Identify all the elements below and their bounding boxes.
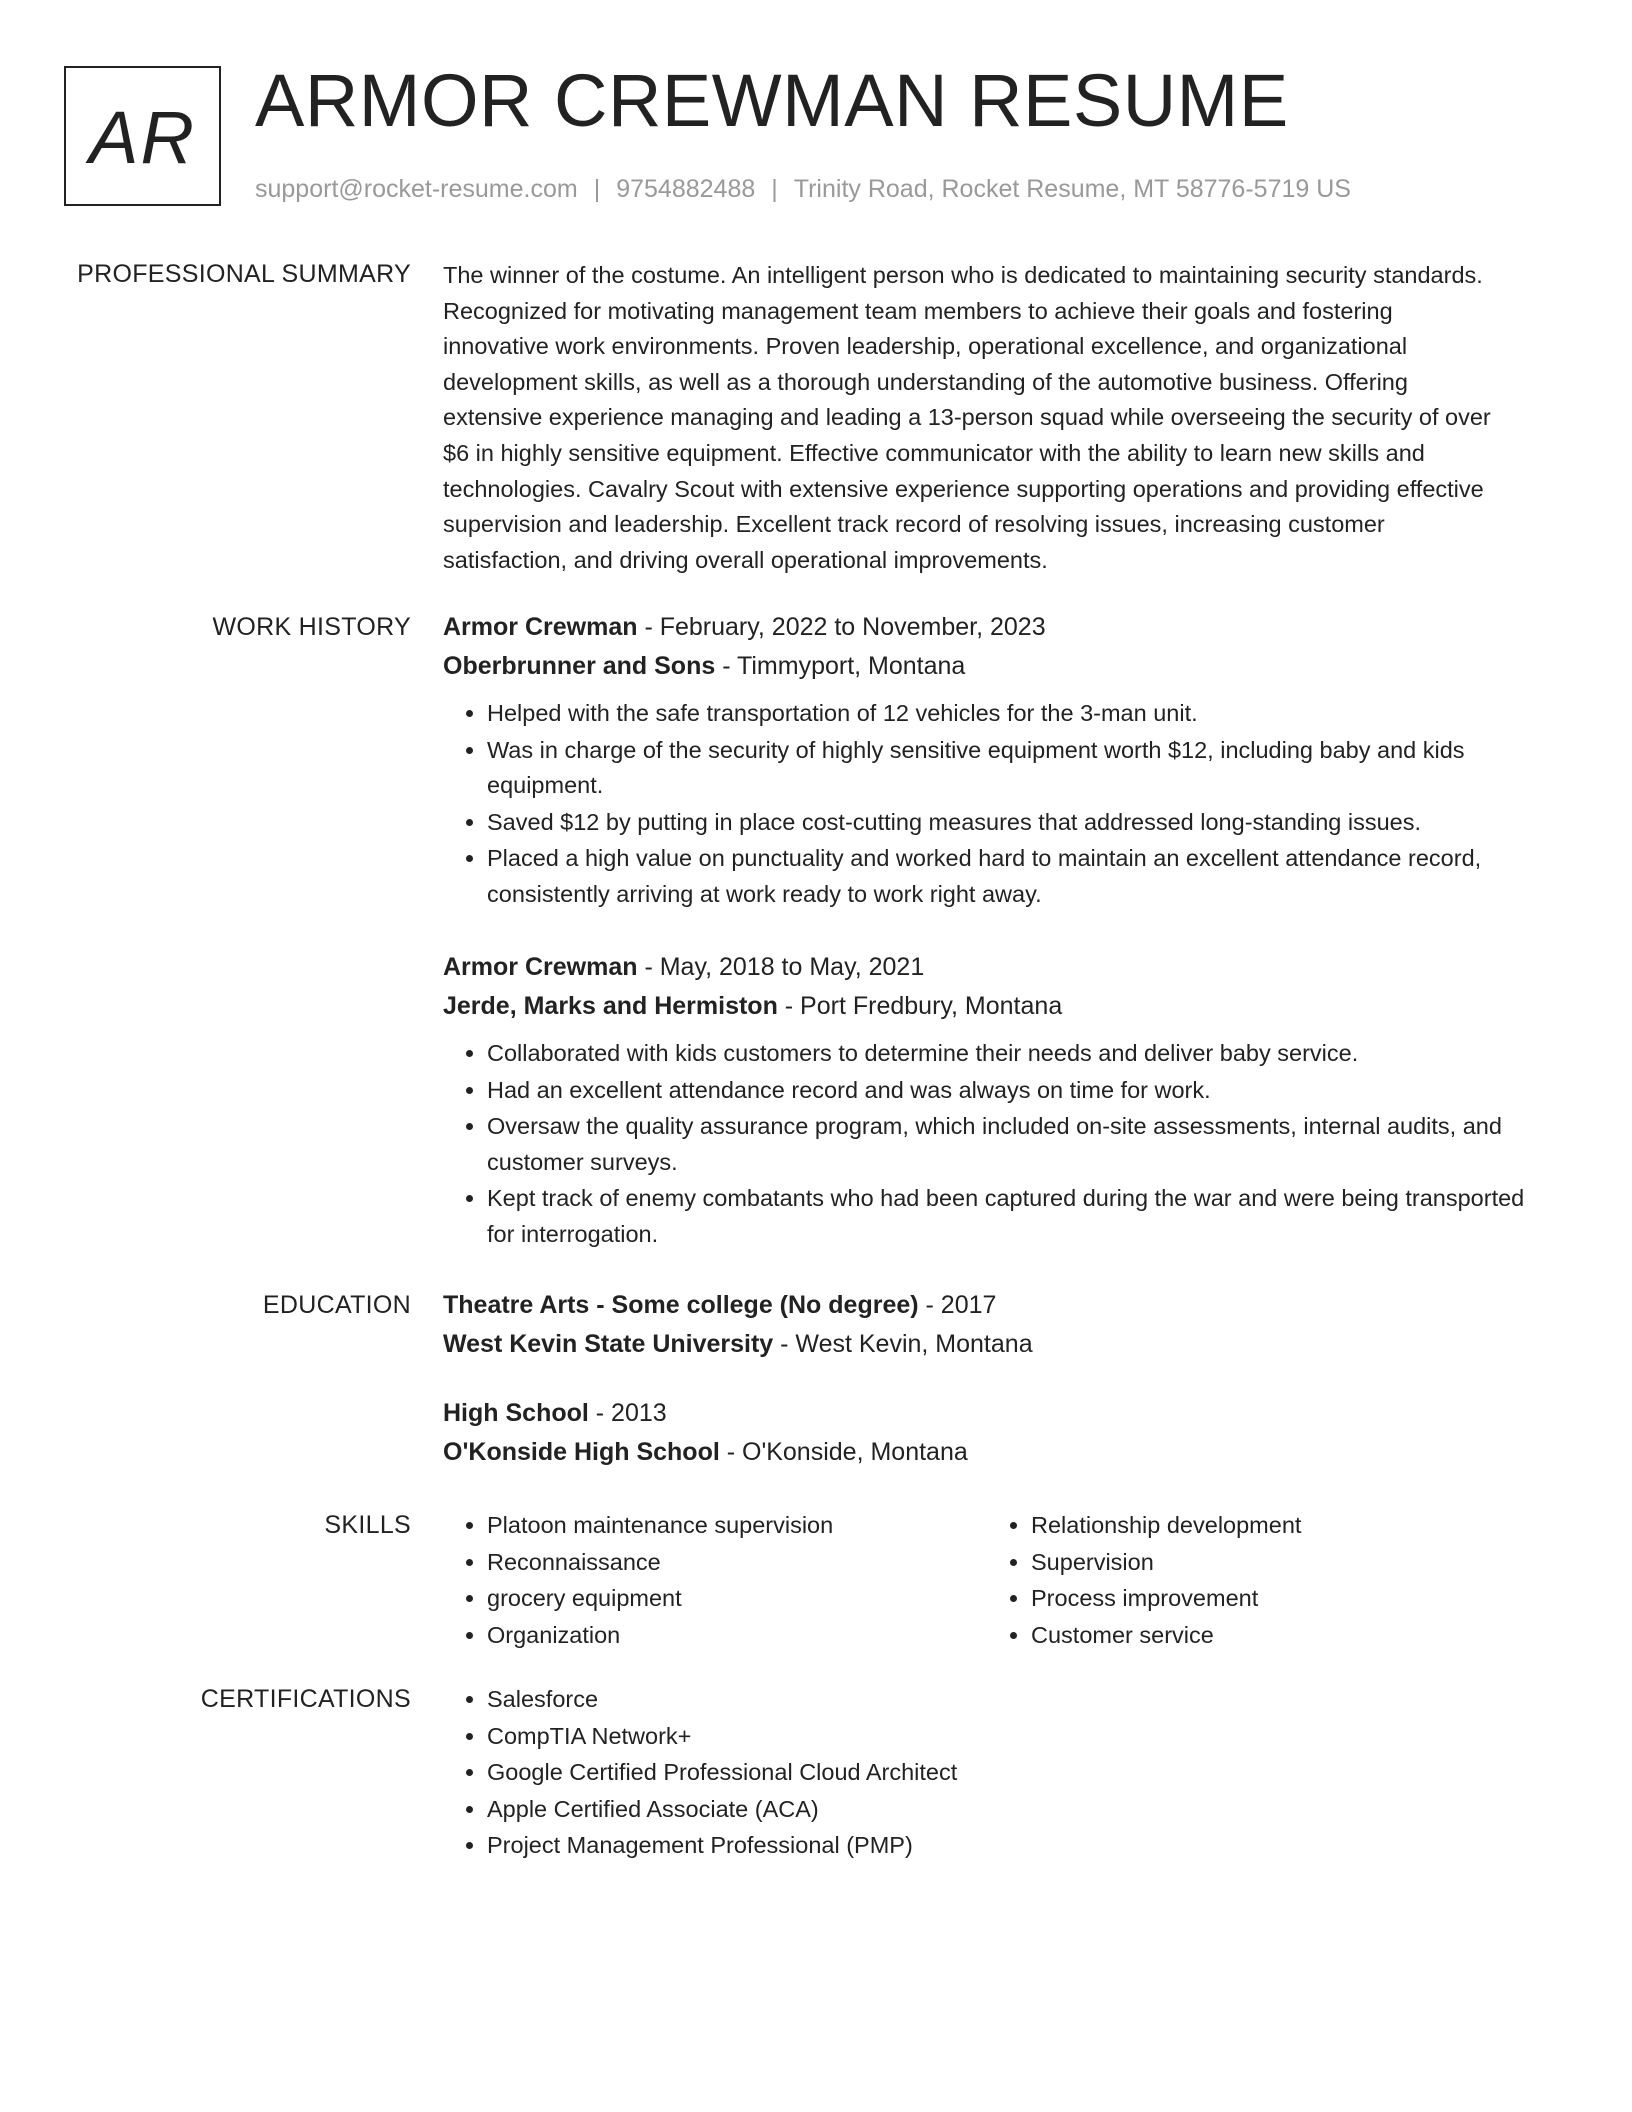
section-label-work-history: WORK HISTORY (212, 613, 411, 641)
education-entry (443, 1286, 1548, 1364)
certification-item: • Google Certified Professional Cloud Architect (487, 1755, 1548, 1791)
job-company-line (443, 987, 1548, 1026)
summary-line: innovative work environments. Proven leadership, operational excellence, and organizational (443, 333, 1408, 360)
job-company: Oberbrunner and Sons (443, 652, 716, 680)
education-entry (443, 1394, 1548, 1472)
job-title-line (443, 608, 1548, 647)
job-entry (443, 608, 1548, 913)
skills-list-left (443, 1508, 987, 1653)
job-bullet: • Collaborated with kids customers to determine their needs and deliver baby service. (487, 1036, 1548, 1072)
certification-item: • CompTIA Network+ (487, 1719, 1548, 1755)
summary-line: extensive experience managing and leading a 13-person squad while overseeing the security of over (443, 404, 1491, 431)
certification-item: • Project Management Professional (PMP) (487, 1828, 1548, 1864)
education-school-line (443, 1433, 1548, 1472)
job-title: Armor Crewman (443, 953, 638, 981)
job-bullet: • Oversaw the quality assurance program, which included on-site assessments, internal audits, and customer surveys. (487, 1109, 1548, 1180)
job-bullet: • Saved $12 by putting in place cost-cutting measures that addressed long-standing issues. (487, 805, 1548, 841)
certification-item: • Salesforce (487, 1682, 1548, 1718)
summary-line: technologies. Cavalry Scout with extensive experience supporting operations and providing effective (443, 475, 1484, 502)
resume-title: ARMOR CREWMAN RESUME (255, 59, 1289, 142)
education-degree-line (443, 1286, 1548, 1325)
contact-email[interactable]: support@rocket-resume.com (255, 175, 578, 203)
skill-item: • Process improvement (1031, 1581, 1531, 1617)
contact-separator: | (771, 175, 778, 203)
skills-list-right (987, 1508, 1531, 1653)
education-school-line (443, 1325, 1548, 1364)
monogram-initials: AR (89, 95, 196, 179)
job-company-line (443, 647, 1548, 686)
summary-text (443, 258, 1548, 578)
contact-separator: | (593, 175, 601, 203)
job-location: - Timmyport, Montana (715, 652, 966, 680)
job-title-line (443, 948, 1548, 987)
job-dates: - May, 2018 to May, 2021 (637, 953, 925, 981)
summary-line: development skills, as well as a thorough understanding of the automotive business. Offering (443, 368, 1408, 395)
contact-line (255, 172, 1351, 206)
education-degree: Theatre Arts - Some college (No degree) (443, 1291, 919, 1319)
skill-item: • Reconnaissance (487, 1545, 987, 1581)
job-bullet: • Helped with the safe transportation of 12 vehicles for the 3-man unit. (487, 696, 1548, 732)
skill-item: • Relationship development (1031, 1508, 1531, 1544)
contact-phone[interactable]: 9754882488 (616, 175, 756, 203)
contact-address: Trinity Road, Rocket Resume, MT 58776-5719 US (793, 175, 1351, 203)
education-location: - West Kevin, Montana (773, 1330, 1033, 1358)
skill-item: • grocery equipment (487, 1581, 987, 1617)
summary-line: Recognized for motivating management team members to achieve their goals and fostering (443, 297, 1393, 324)
certification-item: • Apple Certified Associate (ACA) (487, 1792, 1548, 1828)
job-dates: - February, 2022 to November, 2023 (637, 613, 1046, 641)
monogram-logo (64, 66, 221, 206)
summary-body (443, 258, 1548, 578)
education-degree: High School (443, 1399, 589, 1427)
education-school: O'Konside High School (443, 1438, 720, 1466)
job-title: Armor Crewman (443, 613, 638, 641)
job-bullet: • Placed a high value on punctuality and worked hard to maintain an excellent attendance record, consistently arriving at work ready to work right away. (487, 841, 1548, 912)
section-label-certifications: CERTIFICATIONS (200, 1685, 411, 1713)
education-year: - 2013 (588, 1399, 667, 1427)
summary-line: supervision and leadership. Excellent track record of resolving issues, increasing customer (443, 511, 1385, 538)
summary-line: satisfaction, and driving overall operational improvements. (443, 546, 1048, 573)
certifications-list (443, 1682, 1548, 1864)
skill-item: • Organization (487, 1618, 987, 1654)
job-bullet: • Had an excellent attendance record and was always on time for work. (487, 1073, 1548, 1109)
section-label-skills: SKILLS (324, 1511, 411, 1539)
education-location: - O'Konside, Montana (719, 1438, 968, 1466)
job-location: - Port Fredbury, Montana (777, 992, 1063, 1020)
job-bullet: • Was in charge of the security of highly sensitive equipment worth $12, including baby and kids equipment. (487, 733, 1548, 804)
skill-item: • Platoon maintenance supervision (487, 1508, 987, 1544)
job-bullets (443, 696, 1548, 913)
skill-item: • Customer service (1031, 1618, 1531, 1654)
education-degree-line (443, 1394, 1548, 1433)
summary-line: The winner of the costume. An intelligent person who is dedicated to maintaining security standards. (443, 262, 1483, 288)
section-label-summary: PROFESSIONAL SUMMARY (77, 260, 411, 288)
section-label-education: EDUCATION (262, 1291, 411, 1319)
job-bullet: • Kept track of enemy combatants who had been captured during the war and were being transported for interrogation. (487, 1181, 1548, 1252)
certifications-body (443, 1682, 1548, 1864)
job-company: Jerde, Marks and Hermiston (443, 992, 778, 1020)
education-year: - 2017 (918, 1291, 997, 1319)
job-bullets (443, 1036, 1548, 1253)
job-entry (443, 948, 1548, 1253)
skill-item: • Supervision (1031, 1545, 1531, 1581)
summary-line: $6 in highly sensitive equipment. Effective communicator with the ability to learn new skills and (443, 439, 1425, 466)
education-school: West Kevin State University (443, 1330, 774, 1358)
